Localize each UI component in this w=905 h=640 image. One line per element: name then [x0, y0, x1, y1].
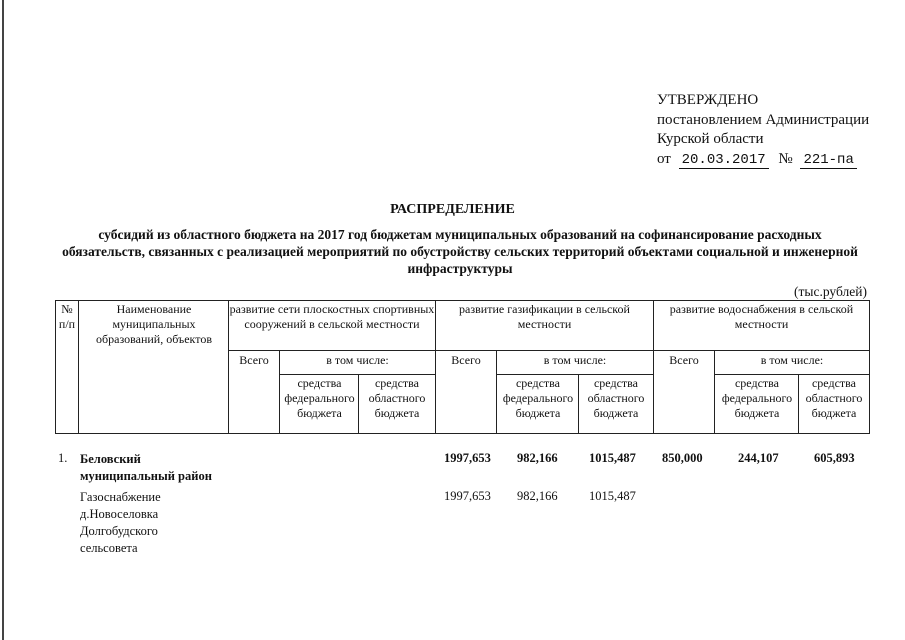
units-note: (тыс.рублей)	[794, 284, 867, 299]
header-water-total: Всего	[669, 353, 699, 367]
approval-heading: УТВЕРЖДЕНО	[657, 92, 759, 108]
number-prefix: №	[778, 151, 793, 167]
header-gas-incl: в том числе:	[543, 353, 607, 367]
header-gas-total: Всего	[451, 353, 481, 367]
approval-line-1: постановлением Администрации	[657, 112, 870, 128]
header-group-gas: развитие газификации в сельской местности	[459, 302, 630, 331]
gas-regional: 1015,487	[589, 489, 636, 503]
header-water-federal: средства федерального бюджета	[721, 376, 793, 420]
header-water-incl: в том числе:	[760, 353, 824, 367]
header-sport-incl: в том числе:	[326, 353, 389, 367]
water-regional: 605,893	[814, 451, 855, 465]
header-num: № п/п	[58, 302, 76, 331]
scan-edge	[2, 0, 4, 640]
approval-number: 221-па	[800, 153, 856, 169]
header-name: Наименование муниципальных образований, объектов	[96, 302, 212, 346]
header-sport-total: Всего	[239, 353, 269, 367]
header-gas-regional: средства областного бюджета	[587, 376, 645, 420]
approval-date-line	[657, 149, 857, 169]
header-sport-federal: средства федерального бюджета	[284, 376, 355, 420]
header-sport-regional: средства областного бюджета	[368, 376, 426, 420]
gas-total: 1997,653	[444, 451, 491, 465]
gas-regional: 1015,487	[589, 451, 636, 465]
document-title: РАСПРЕДЕЛЕНИЕ	[390, 202, 515, 217]
header-group-water: развитие водоснабжения в сельской местности	[669, 302, 854, 331]
header-group-sport: развитие сети плоскостных спортивных сооружений в сельской местности	[229, 302, 435, 331]
approval-line-2: Курской области	[657, 131, 764, 147]
water-federal: 244,107	[738, 451, 779, 465]
gas-total: 1997,653	[444, 489, 491, 503]
document-subtitle: субсидий из областного бюджета на 2017 год бюджетам муниципальных образований на софинансирование расходных обязательств, связанных с реализацией мероприятий по обустройству сельских территорий объектами социальной и инженерной инфраструктуры	[62, 227, 858, 276]
water-total: 850,000	[662, 451, 703, 465]
row-name: Газоснабжение д.Новоселовка Долгобудского сельсовета	[80, 490, 161, 555]
gas-federal: 982,166	[517, 489, 558, 503]
header-gas-federal: средства федерального бюджета	[502, 376, 574, 420]
row-num: 1.	[58, 451, 68, 465]
gas-federal: 982,166	[517, 451, 558, 465]
approval-date: 20.03.2017	[679, 153, 769, 169]
header-water-regional: средства областного бюджета	[805, 376, 863, 420]
date-prefix: от	[657, 151, 671, 167]
row-name: Беловский муниципальный район	[80, 452, 212, 483]
